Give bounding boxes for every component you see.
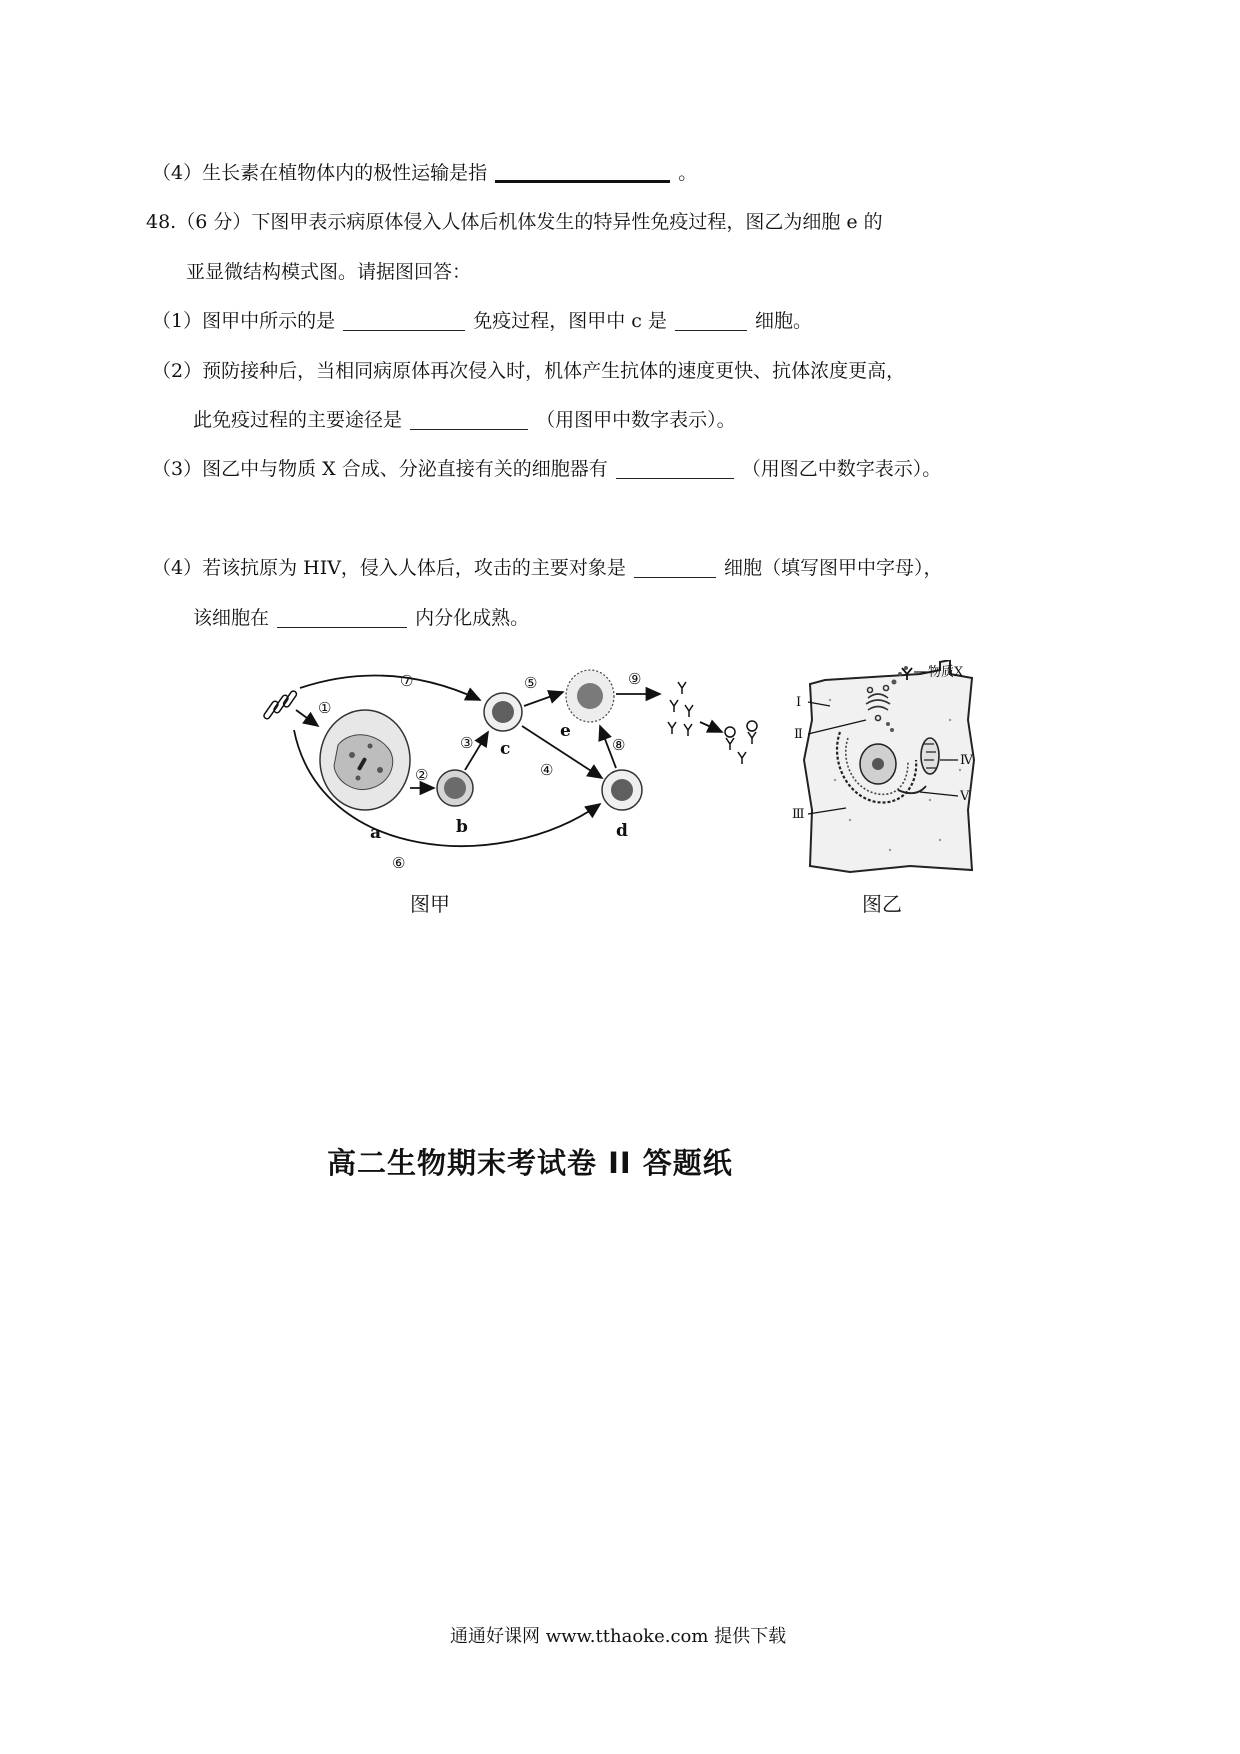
mitochondrion [921, 738, 939, 774]
cell-c [484, 693, 522, 731]
step-label-6: ⑥ [392, 854, 406, 872]
organelle-label-3: Ⅲ [792, 807, 805, 822]
q48-header-cont: 亚显微结构模式图。请据图回答： [186, 261, 472, 283]
footer-source: 通通好课网 www.tthaoke.com 提供下载 [450, 1626, 787, 1647]
arrow-step-7 [300, 676, 480, 701]
figure-jia-immune-process [260, 660, 780, 880]
cell-b [437, 770, 473, 806]
q48-part4-blank-2[interactable] [277, 607, 407, 628]
step-label-4: ④ [540, 761, 554, 779]
answer-sheet-title: 高二生物期末考试卷 II 答题纸 [327, 1146, 733, 1180]
q48-part4-line2: 该细胞在 内分化成熟。 [193, 607, 530, 629]
q48-part2-line2: 此免疫过程的主要途径是 （用图甲中数字表示）。 [193, 409, 736, 431]
cell-d-memory [602, 770, 642, 810]
organelle-label-2: Ⅱ [794, 727, 803, 742]
antigen-antibody-complex-icon [725, 721, 757, 764]
antibody-icon [668, 682, 693, 736]
nucleus [860, 744, 896, 784]
q47-part4-answer-blank[interactable] [495, 160, 670, 183]
organelle-label-5: Ⅴ [960, 789, 970, 804]
cell-e-plasma [566, 670, 614, 722]
figure-jia-caption: 图甲 [410, 892, 450, 916]
q48-part4-blank-1[interactable] [634, 557, 716, 578]
q48-part1: （1）图甲中所示的是 免疫过程，图甲中 c 是 细胞。 [152, 310, 813, 332]
q48-part4-line1: （4）若该抗原为 HIV，侵入人体后，攻击的主要对象是 细胞（填写图甲中字母）， [152, 557, 943, 579]
step-label-1: ① [318, 699, 332, 717]
figure-yi-caption: 图乙 [862, 892, 902, 916]
step-label-2: ② [415, 766, 429, 784]
q48-part2-line1: （2）预防接种后，当相同病原体再次侵入时，机体产生抗体的速度更快、抗体浓度更高， [152, 360, 906, 382]
step-label-9: ⑨ [628, 670, 642, 688]
step-label-7: ⑦ [400, 672, 414, 690]
q47-part4-text: （4）生长素在植物体内的极性运输是指 [152, 162, 488, 184]
q48-part2-blank[interactable] [410, 409, 528, 430]
organelle-label-4: Ⅳ [960, 753, 973, 768]
cell-label-d: d [616, 821, 628, 841]
arrow-complex [700, 722, 722, 732]
figure-yi-plasma-cell-structure [790, 660, 1000, 878]
q48-part1-blank-1[interactable] [343, 310, 465, 331]
q48-part3-blank[interactable] [616, 458, 734, 479]
cell-label-e: e [560, 721, 571, 741]
cell-a-macrophage [320, 710, 410, 810]
step-label-5: ⑤ [524, 674, 538, 692]
step-label-8: ⑧ [612, 736, 626, 754]
cell-label-a: a [370, 823, 382, 843]
q48-part3: （3）图乙中与物质 X 合成、分泌直接有关的细胞器有 （用图乙中数字表示）。 [152, 458, 942, 480]
substance-x-label: 物质X [928, 665, 964, 680]
q47-part4: （4）生长素在植物体内的极性运输是指 。 [152, 162, 698, 184]
q48-part1-blank-2[interactable] [675, 310, 747, 331]
step-label-3: ③ [460, 734, 474, 752]
cell-label-c: c [500, 739, 511, 759]
organelle-label-1: Ⅰ [796, 695, 802, 710]
pathogen-icon [263, 690, 298, 720]
q48-header: 48.（6 分）下图甲表示病原体侵入人体后机体发生的特异性免疫过程，图乙为细胞 e 的 [146, 211, 883, 233]
arrow-step-1 [296, 710, 318, 726]
cell-label-b: b [456, 817, 468, 837]
arrow-step-5 [524, 692, 563, 706]
